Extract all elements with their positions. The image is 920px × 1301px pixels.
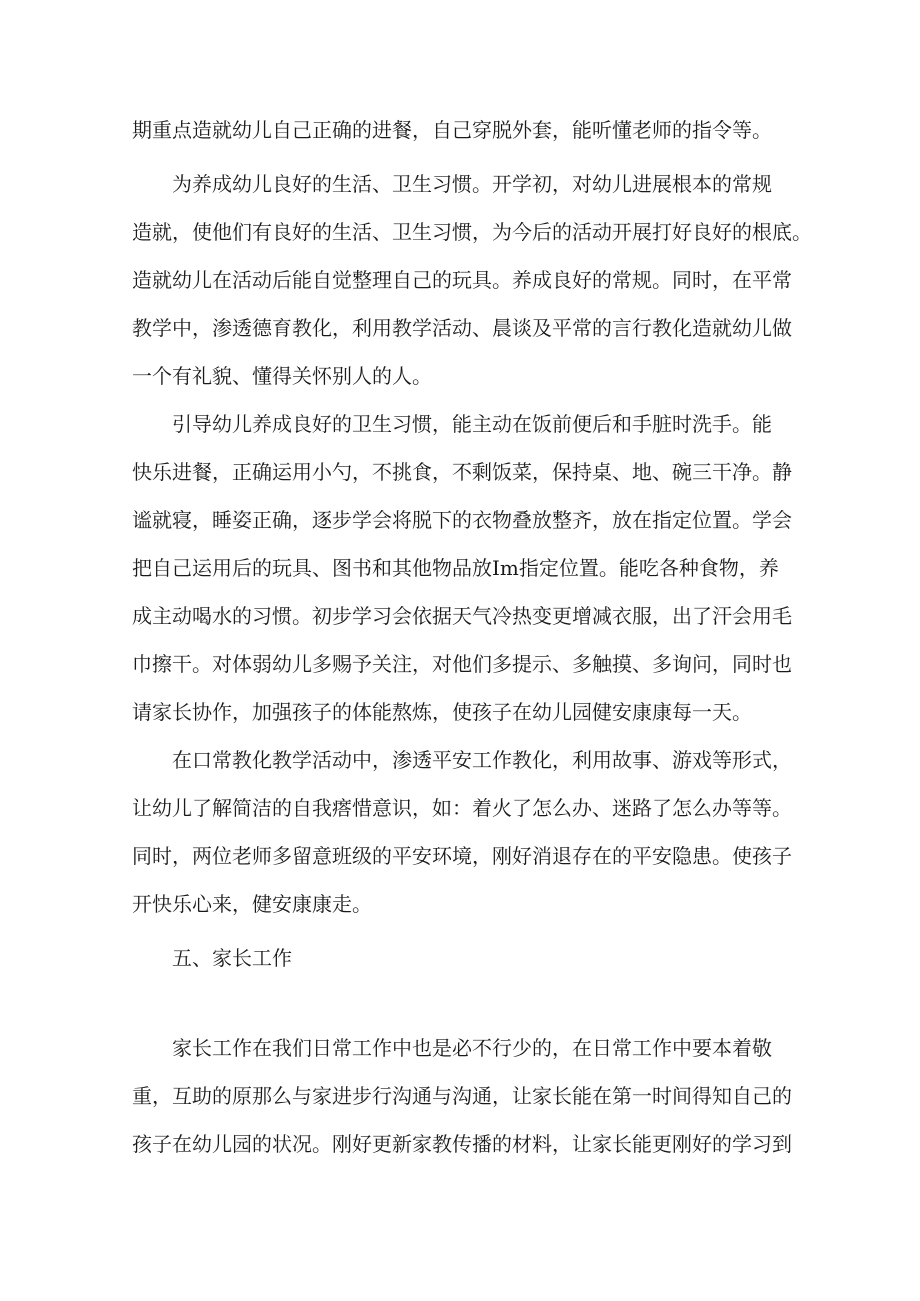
- text-line: 成主动喝水的习惯。初步学习会依据天气冷热变更增减衣服，出了汗会用毛: [132, 604, 792, 628]
- paragraph-3: [132, 400, 792, 736]
- text-line: 让幼儿了解简洁的自我瘩惜意识，如：着火了怎么办、迷路了怎么办等等。: [132, 796, 792, 820]
- text-line: 谧就寝，睡姿正确，逐步学会将脱下的衣物叠放整齐，放在指定位置。学会: [132, 508, 792, 532]
- text-line: 造就，使他们有良好的生活、卫生习惯，为今后的活动开展打好良好的根底。: [132, 220, 812, 244]
- paragraph-2: [132, 160, 812, 400]
- text-line: 教学中，渗透德育教化，利用教学活动、晨谈及平常的言行教化造就幼儿做: [132, 316, 792, 340]
- text-line: 孩子在幼儿园的状况。刚好更新家教传播的材料，让家长能更刚好的学习到: [132, 1132, 792, 1156]
- text-line: 快乐进餐，正确运用小勺，不挑食，不剩饭菜，保持桌、地、碗三干净。静: [132, 460, 792, 484]
- paragraph-4: [132, 736, 792, 928]
- text-line: 为养成幼儿良好的生活、卫生习惯。开学初，对幼儿进展根本的常规: [132, 172, 772, 196]
- paragraph-1: [132, 106, 792, 154]
- text-line: 期重点造就幼儿自己正确的进餐，自己穿脱外套，能听懂老师的指令等。: [132, 118, 772, 142]
- text-line: 把自己运用后的玩具、图书和其他物品放Im指定位置。能吃各种食物，养: [132, 556, 779, 580]
- text-line: 家长工作在我们日常工作中也是必不行少的，在日常工作中要本着敬: [132, 1036, 772, 1060]
- text-line: 一个有礼貌、懂得关怀别人的人。: [132, 364, 432, 388]
- heading-line: 五、家长工作: [132, 946, 292, 970]
- text-line: 开快乐心来，健安康康走。: [132, 892, 372, 916]
- text-line: 巾擦干。对体弱幼儿多赐予关注，对他们多提示、多触摸、多询问，同时也: [132, 652, 792, 676]
- paragraph-5: [132, 1024, 792, 1168]
- text-line: 请家长协作，加强孩子的体能熬炼，使孩子在幼儿园健安康康每一天。: [132, 700, 752, 724]
- text-line: 重，互助的原那么与家进步行沟通与沟通，让家长能在第一时间得知自己的: [132, 1084, 792, 1108]
- text-line: 在口常教化教学活动中，渗透平安工作教化，利用故事、游戏等形式，: [132, 748, 792, 772]
- text-line: 引导幼儿养成良好的卫生习惯，能主动在饭前便后和手脏时洗手。能: [132, 412, 772, 436]
- text-line: 造就幼儿在活动后能自觉整理自己的玩具。养成良好的常规。同时，在平常: [132, 268, 792, 292]
- text-line: 同时，两位老师多留意班级的平安环境，刚好消退存在的平安隐患。使孩子: [132, 844, 792, 868]
- section-heading: [132, 934, 792, 982]
